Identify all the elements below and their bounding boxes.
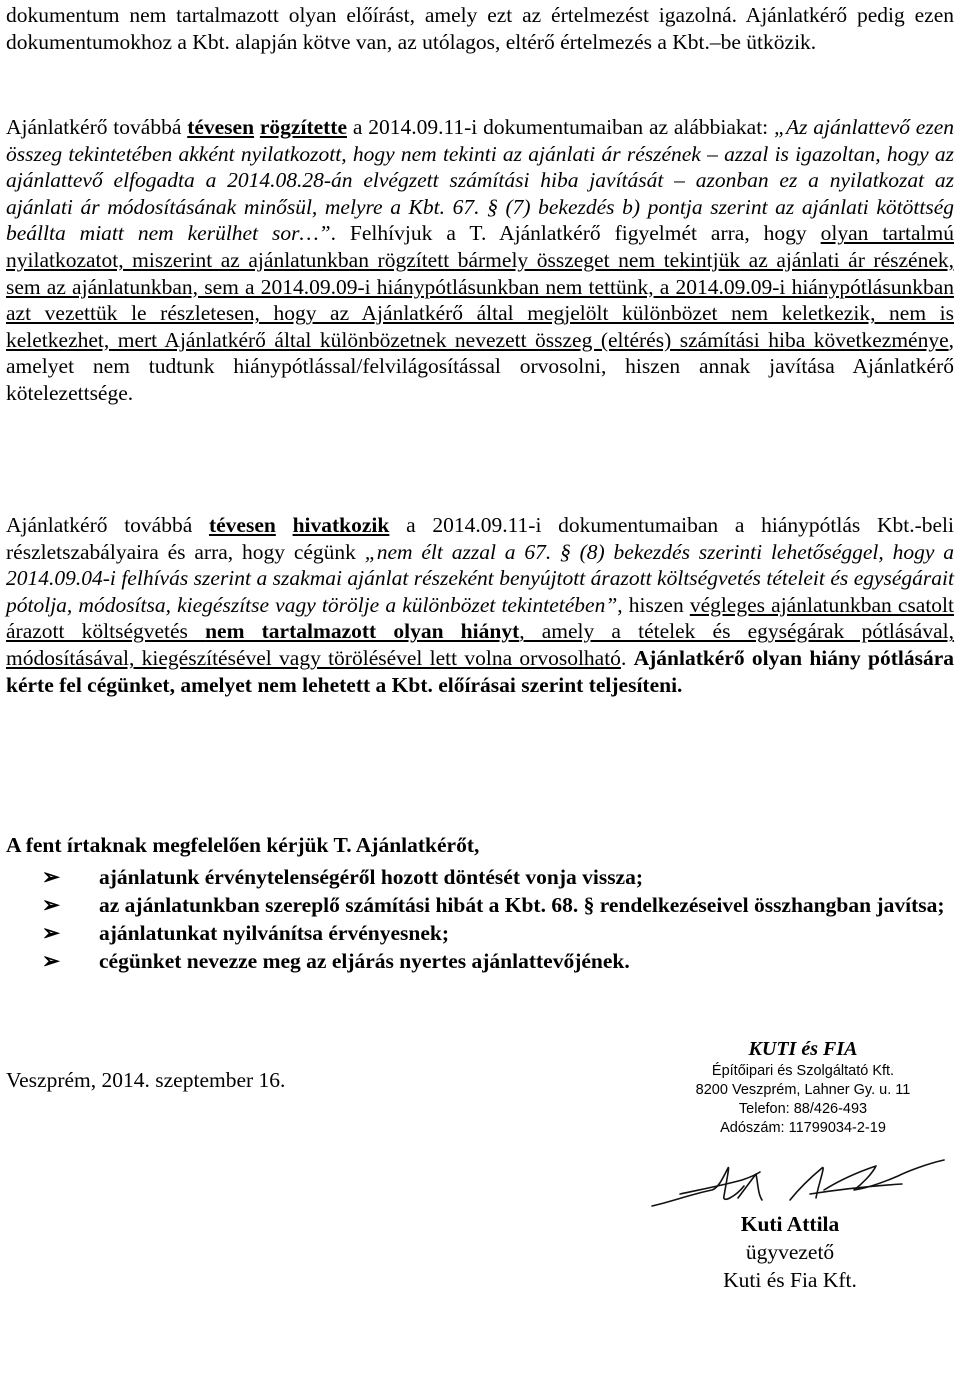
stamp-line: Telefon: 88/426-493 bbox=[738, 1101, 868, 1117]
arrow-bullet-icon: ➢ bbox=[42, 865, 61, 889]
underlined-statement: végleges ajánlatunkban csatolt árazott költségvetés bbox=[6, 592, 954, 644]
list-item bbox=[6, 864, 954, 891]
stamp-line: Építőipari és Szolgáltató Kft. bbox=[711, 1063, 895, 1079]
quoted-statement: „nem élt azzal a 67. § (8) bekezdés szerinti lehetőséggel, hogy a 2014.09.04-i felhívás szerint a szakmai ajánlat részeként benyújtott árazott költségvetés tételeit és egységárait pótolja, módosítsa, kiegészítse vagy törölje a különbözet tekintetében” bbox=[6, 539, 954, 617]
emphasis-refers: hivatkozik bbox=[292, 513, 390, 537]
signatory-title: ügyvezető bbox=[745, 1240, 835, 1264]
text-span bbox=[276, 513, 293, 537]
paragraph-recorded-statement bbox=[6, 114, 954, 407]
stamp-line: Adószám: 11799034-2-19 bbox=[720, 1120, 886, 1136]
list-item bbox=[6, 948, 954, 975]
text-span: . bbox=[620, 645, 634, 670]
text-span: , hiszen bbox=[617, 592, 690, 617]
request-text: ajánlatunk érvénytelenségéről hozott döntését vonja vissza; bbox=[99, 865, 644, 889]
bold-conclusion: Ajánlatkérő olyan hiány pótlására kérte fel cégünket, amelyet nem lehetett a Kbt. előírásai szerint teljesíteni. bbox=[6, 645, 954, 697]
stamp-line: 8200 Veszprém, Lahner Gy. u. 11 bbox=[695, 1082, 911, 1098]
arrow-bullet-icon: ➢ bbox=[42, 893, 61, 917]
emphasis-recorded: rögzítette bbox=[259, 115, 348, 139]
paragraph-reference-claim bbox=[6, 512, 954, 698]
text-span: Ajánlatkérő továbbá bbox=[6, 513, 209, 537]
stamp-company-name: KUTI és FIA bbox=[748, 1038, 858, 1060]
arrow-bullet-icon: ➢ bbox=[42, 949, 61, 973]
signatory-name: Kuti Attila bbox=[740, 1212, 840, 1236]
quoted-statement: „Az ajánlattevő ezen összeg tekintetében akként nyilatkozott, hogy nem tekinti az ajánlati ár részének – azzal is igazoltan, hogy az ajánlattevő elfogadta a 2014.08.28-án elvégzett számítási hiba javítását – azonban ez a nyilatkozat az ajánlati ár módosításának minősül, melyre a Kbt. 67. § (7) bekezdés b) pontja szerint az ajánlati kötöttség beállta miatt nem kerülhet sor…” bbox=[6, 115, 955, 246]
emphasis-no-deficiency: nem tartalmazott olyan hiányt bbox=[205, 619, 520, 644]
request-intro: A fent írtaknak megfelelően kérjük T. Ajánlatkérőt, bbox=[6, 833, 480, 857]
text-span: . Felhívjuk a T. Ajánlatkérő figyelmét arra, hogy bbox=[330, 221, 821, 246]
list-item bbox=[6, 892, 954, 919]
signatory-company: Kuti és Fia Kft. bbox=[723, 1268, 857, 1292]
paragraph-interpretation: dokumentum nem tartalmazott olyan előírást, amely ezt az értelmezést igazolná. Ajánlatkérő pedig ezen dokumentumokhoz a Kbt. alapján kötve van, az utólagos, eltérő értelmezés a Kbt.–be ütközik. bbox=[6, 3, 954, 54]
place-and-date: Veszprém, 2014. szeptember 16. bbox=[6, 1068, 286, 1092]
signatory-block bbox=[700, 1210, 880, 1294]
arrow-bullet-icon: ➢ bbox=[42, 921, 61, 945]
emphasis-wrongly: tévesen bbox=[208, 513, 276, 537]
request-text: az ajánlatunkban szereplő számítási hibát a Kbt. 68. § rendelkezéseivel összhangban javítsa; bbox=[99, 893, 945, 917]
request-text: ajánlatunkat nyilvánítsa érvényesnek; bbox=[99, 921, 450, 945]
list-item bbox=[6, 920, 954, 947]
text-span: , amelyet nem tudtunk hiánypótlással/felvilágosítással orvosolni, hiszen annak javítása Ajánlatkérő kötelezettsége. bbox=[6, 327, 954, 405]
request-list bbox=[6, 864, 954, 976]
underlined-statement: olyan tartalmú nyilatkozatot, miszerint az ajánlatunkban rögzített bármely összeget nem tekintjük az ajánlati ár részének, sem az ajánlatunkban, sem a 2014.09.09-i hiánypótlásunkban nem tettünk, a 2014.09.09-i hiánypótlásunkban azt vezettük le részletesen, hogy az Ajánlatkérő által megjelölt különbözet nem keletkezik, nem is keletkezhet, mert Ajánlatkérő által különbözetnek nevezett összeg (eltérés) számítási hiba következménye bbox=[6, 221, 954, 352]
text-span: Ajánlatkérő továbbá bbox=[6, 115, 188, 139]
company-stamp bbox=[688, 1036, 918, 1138]
text-span: a 2014.09.11-i dokumentumaiban az alábbiakat: bbox=[347, 115, 774, 139]
text-span: a 2014.09.11-i dokumentumaiban a hiánypótlás Kbt.-beli részletszabályaira és arra, hogy cégünk bbox=[6, 513, 955, 564]
emphasis-wrongly: tévesen bbox=[187, 115, 255, 139]
underlined-statement: , amely a tételek és egységárak pótlásával, módosításával, kiegészítésével vagy törölésével lett volna orvosolható bbox=[6, 619, 954, 670]
request-text: cégünket nevezze meg az eljárás nyertes ajánlattevőjének. bbox=[99, 949, 630, 973]
